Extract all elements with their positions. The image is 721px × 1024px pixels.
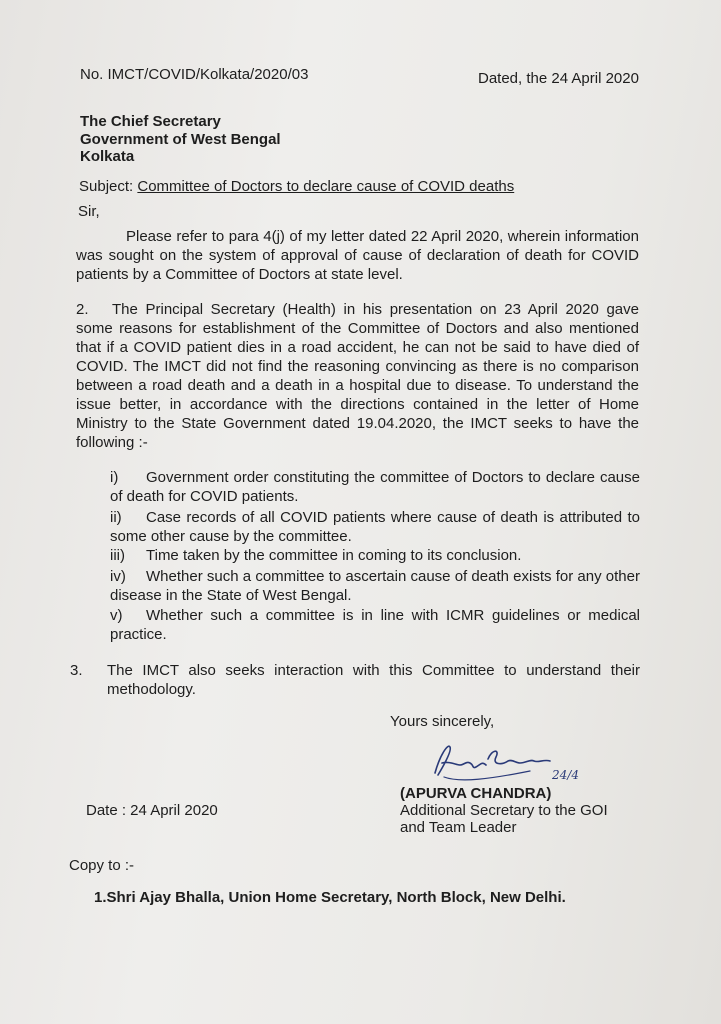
list-item-4-number: iv) <box>110 568 126 585</box>
signatory-title-1: Additional Secretary to the GOI <box>400 802 608 819</box>
list-item-5: Whether such a committee is in line with ICMR guidelines or medical practice. <box>110 607 640 643</box>
salutation: Sir, <box>78 203 100 220</box>
paragraph-3: The IMCT also seeks interaction with this Committee to understand their methodology. <box>107 662 640 698</box>
list-item-1-number: i) <box>110 469 119 486</box>
list-item-3: Time taken by the committee in coming to its conclusion. <box>146 547 522 564</box>
subject-label: Subject: <box>79 178 134 195</box>
paragraph-1: Please refer to para 4(j) of my letter dated 22 April 2020, wherein information was sought on the system of approval of cause of declaration of death for COVID patients by a Committee of Doctors at state level. <box>76 228 639 283</box>
list-item-5-number: v) <box>110 607 123 624</box>
list-item-2: Case records of all COVID patients where cause of death is attributed to some other cause by the committee. <box>110 509 640 545</box>
signature-date-note: 24/4 <box>552 768 579 782</box>
paragraph-3-number: 3. <box>70 662 83 679</box>
copy-to-item-1: 1.Shri Ajay Bhalla, Union Home Secretary, North Block, New Delhi. <box>94 889 566 906</box>
copy-to-label: Copy to :- <box>69 857 135 874</box>
letter-date: Dated, the 24 April 2020 <box>478 70 639 87</box>
list-item-3-number: iii) <box>110 547 125 564</box>
signatory-name: (APURVA CHANDRA) <box>400 785 552 802</box>
closing: Yours sincerely, <box>390 713 495 730</box>
list-item-4: Whether such a committee to ascertain cause of death exists for any other disease in the State of West Bengal. <box>110 568 640 604</box>
list-item-2-number: ii) <box>110 509 122 526</box>
addressee-line-3: Kolkata <box>80 148 135 165</box>
list-item-1: Government order constituting the committee of Doctors to declare cause of death for COVID patients. <box>110 469 640 505</box>
paragraph-2: The Principal Secretary (Health) in his presentation on 23 April 2020 gave some reasons for establishment of the Committee of Doctors and also mentioned that if a COVID patient dies in a road accident, he can not be said to have died of COVID. The IMCT did not find the reasoning convincing as there is no comparison between a road death and a death in a hospital due to disease. To understand the issue better, in accordance with the directions contained in the letter of Home Ministry to the State Government dated 19.04.2020, the IMCT seeks to have the following :- <box>76 301 639 451</box>
addressee-line-2: Government of West Bengal <box>80 131 281 148</box>
addressee-line-1: The Chief Secretary <box>80 113 221 130</box>
subject-line <box>79 177 514 196</box>
date-line: Date : 24 April 2020 <box>86 802 218 819</box>
paragraph-2-number: 2. <box>76 301 89 318</box>
signatory-title-2: and Team Leader <box>400 819 517 836</box>
subject-text: Committee of Doctors to declare cause of COVID deaths <box>137 178 515 195</box>
reference-number: No. IMCT/COVID/Kolkata/2020/03 <box>80 66 309 83</box>
